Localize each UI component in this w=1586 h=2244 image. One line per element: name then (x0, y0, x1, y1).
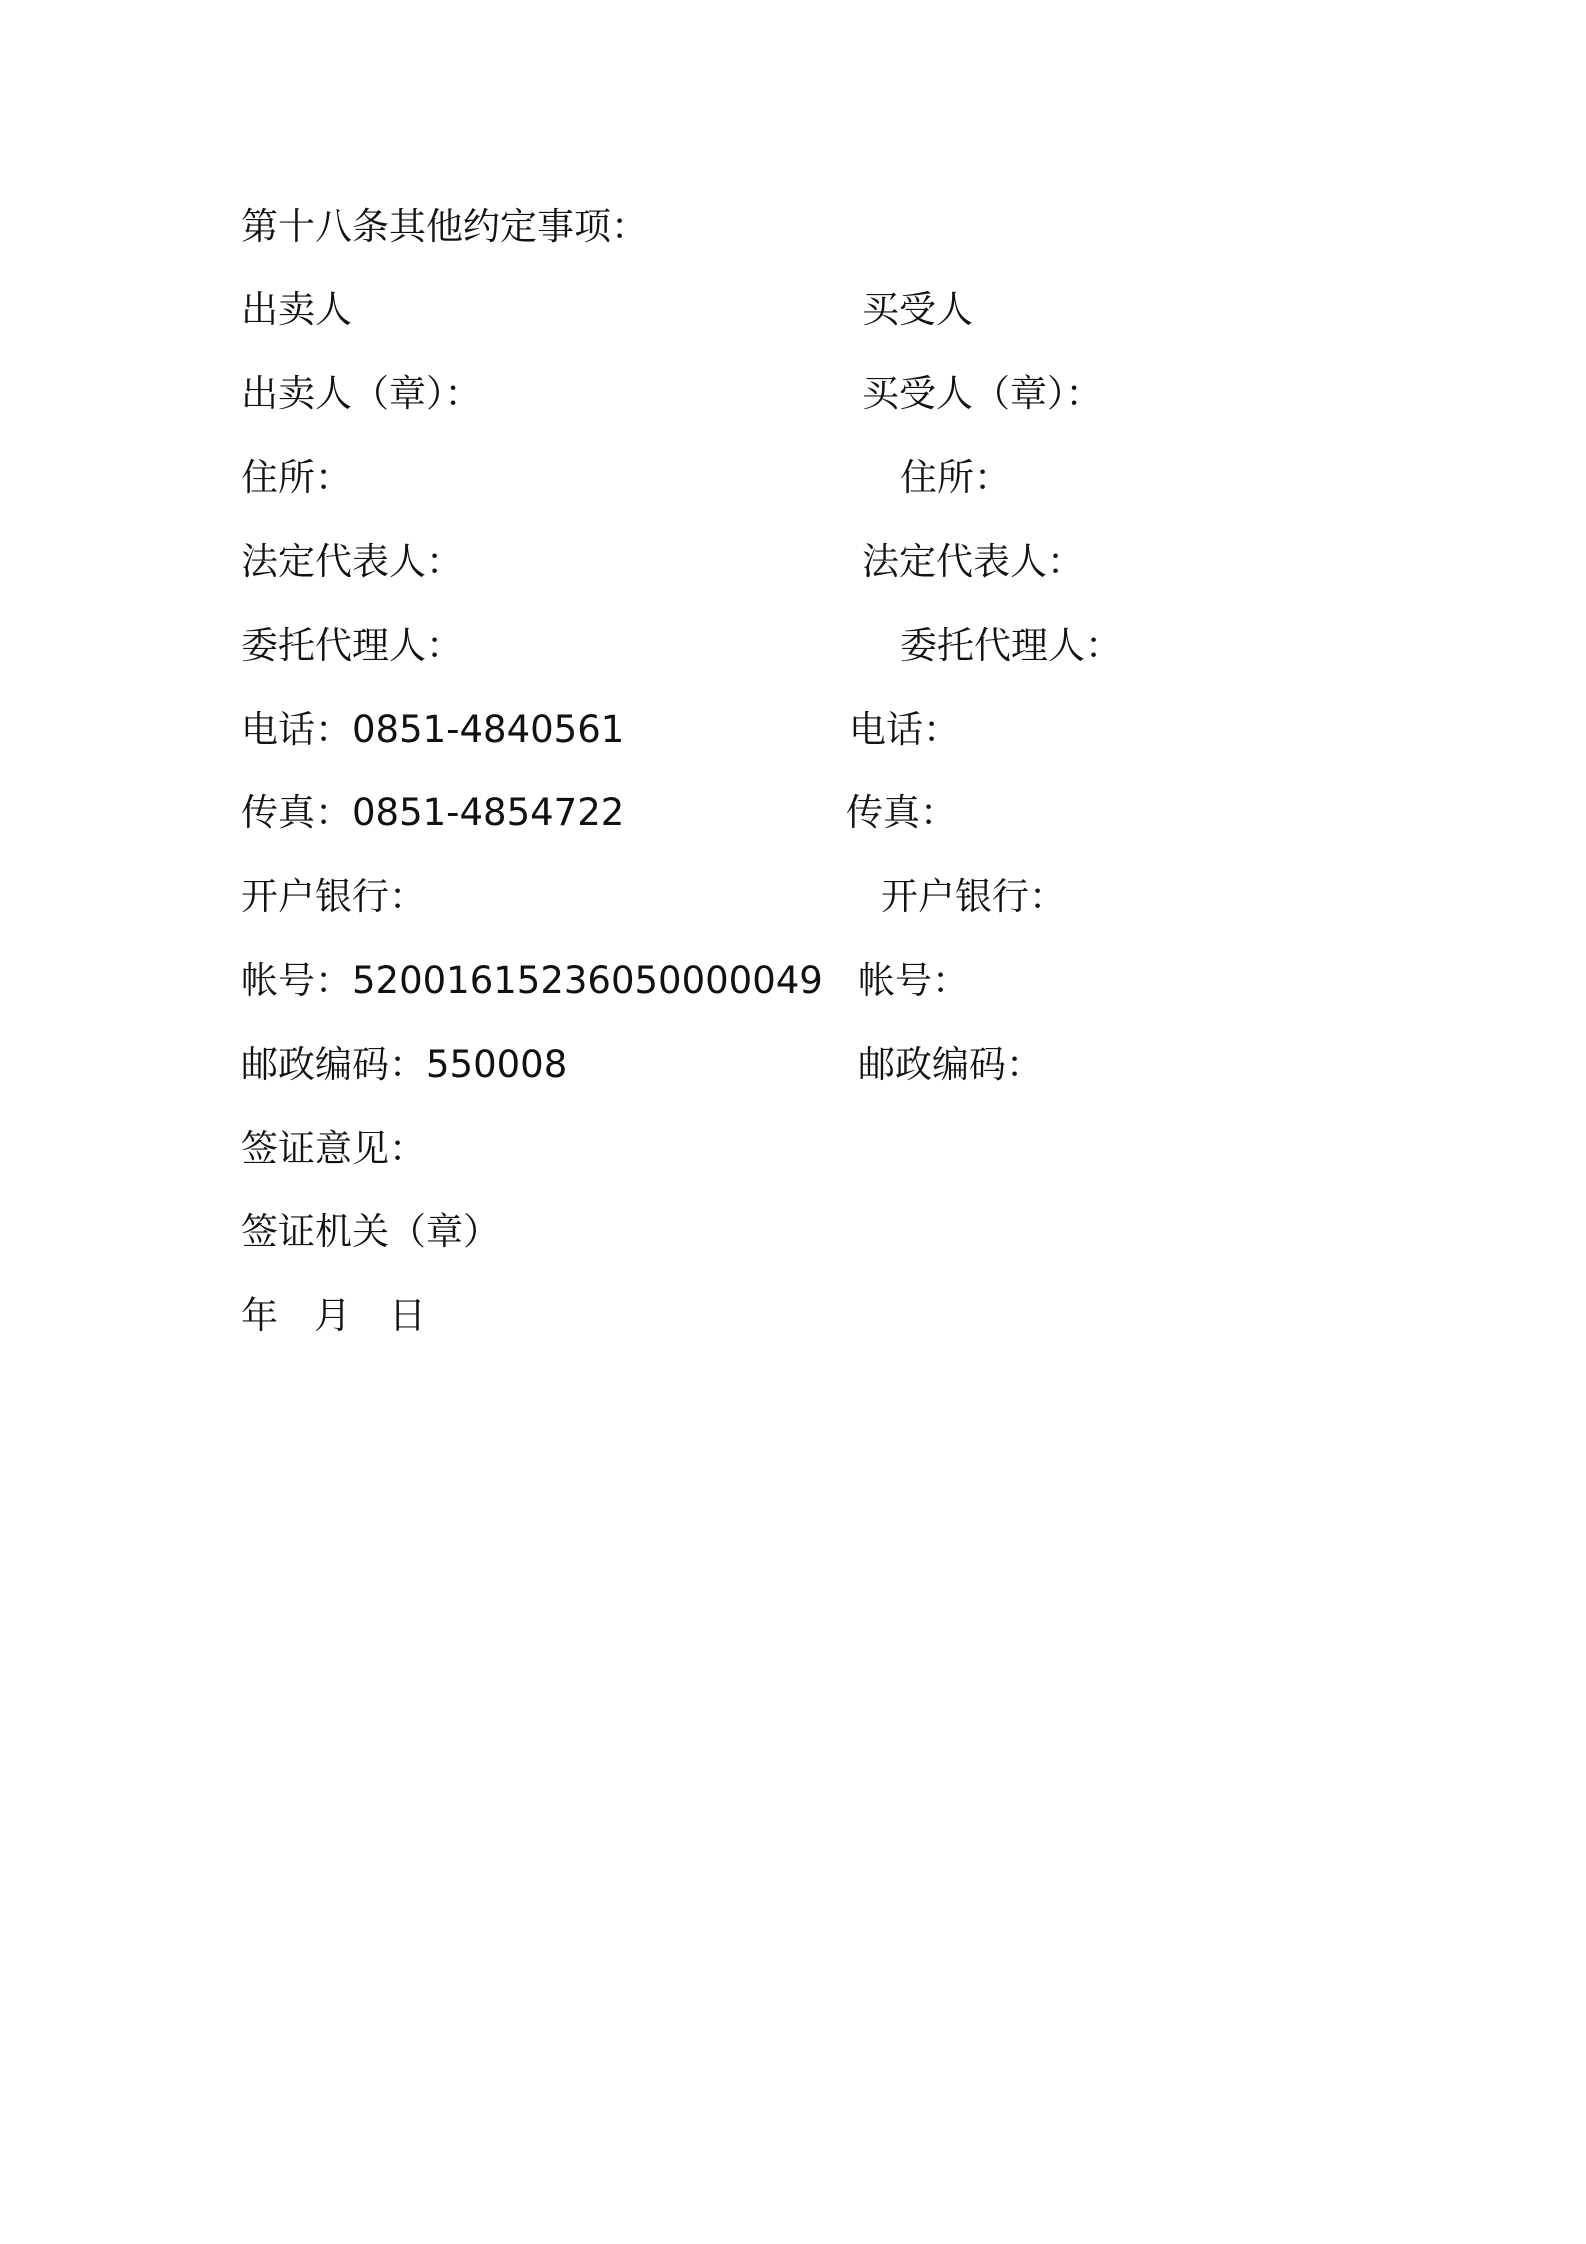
buyer-heading: 买受人 (862, 288, 973, 331)
buyer-seal: 买受人（章）： (862, 372, 1103, 415)
buyer-agent: 委托代理人： (900, 624, 1122, 667)
seller-postcode (241, 1043, 567, 1087)
seller-bank: 开户银行： (241, 875, 426, 918)
seller-phone-value: 0851-4840561 (352, 708, 625, 751)
article-18-heading: 第十八条其他约定事项： (241, 205, 648, 248)
seller-agent: 委托代理人： (241, 624, 463, 667)
seller-fax-label: 传真： (241, 791, 352, 834)
seller-phone (241, 708, 624, 752)
buyer-phone: 电话： (849, 708, 960, 751)
seller-account-value: 52001615236050000049 (352, 959, 823, 1002)
seller-phone-label: 电话： (241, 708, 352, 751)
seller-address: 住所： (241, 456, 352, 499)
date-month: 月 (314, 1294, 351, 1337)
buyer-postcode: 邮政编码： (858, 1043, 1043, 1086)
buyer-account: 帐号： (858, 959, 969, 1002)
buyer-bank: 开户银行： (881, 875, 1066, 918)
date-year: 年 (241, 1294, 278, 1337)
visa-authority-seal: 签证机关（章） (241, 1210, 500, 1253)
seller-account (241, 959, 823, 1003)
buyer-fax: 传真： (846, 791, 957, 834)
seller-legal-representative: 法定代表人： (241, 540, 463, 583)
seller-postcode-value: 550008 (426, 1043, 568, 1086)
buyer-legal-representative: 法定代表人： (862, 540, 1084, 583)
seller-heading: 出卖人 (241, 288, 352, 331)
seller-fax (241, 791, 624, 835)
visa-opinion: 签证意见： (241, 1127, 426, 1170)
visa-date (241, 1294, 426, 1338)
seller-fax-value: 0851-4854722 (352, 791, 625, 834)
seller-account-label: 帐号： (241, 959, 352, 1002)
seller-postcode-label: 邮政编码： (241, 1043, 426, 1086)
seller-seal: 出卖人（章）： (241, 372, 482, 415)
date-day: 日 (389, 1294, 426, 1337)
buyer-address: 住所： (900, 456, 1011, 499)
